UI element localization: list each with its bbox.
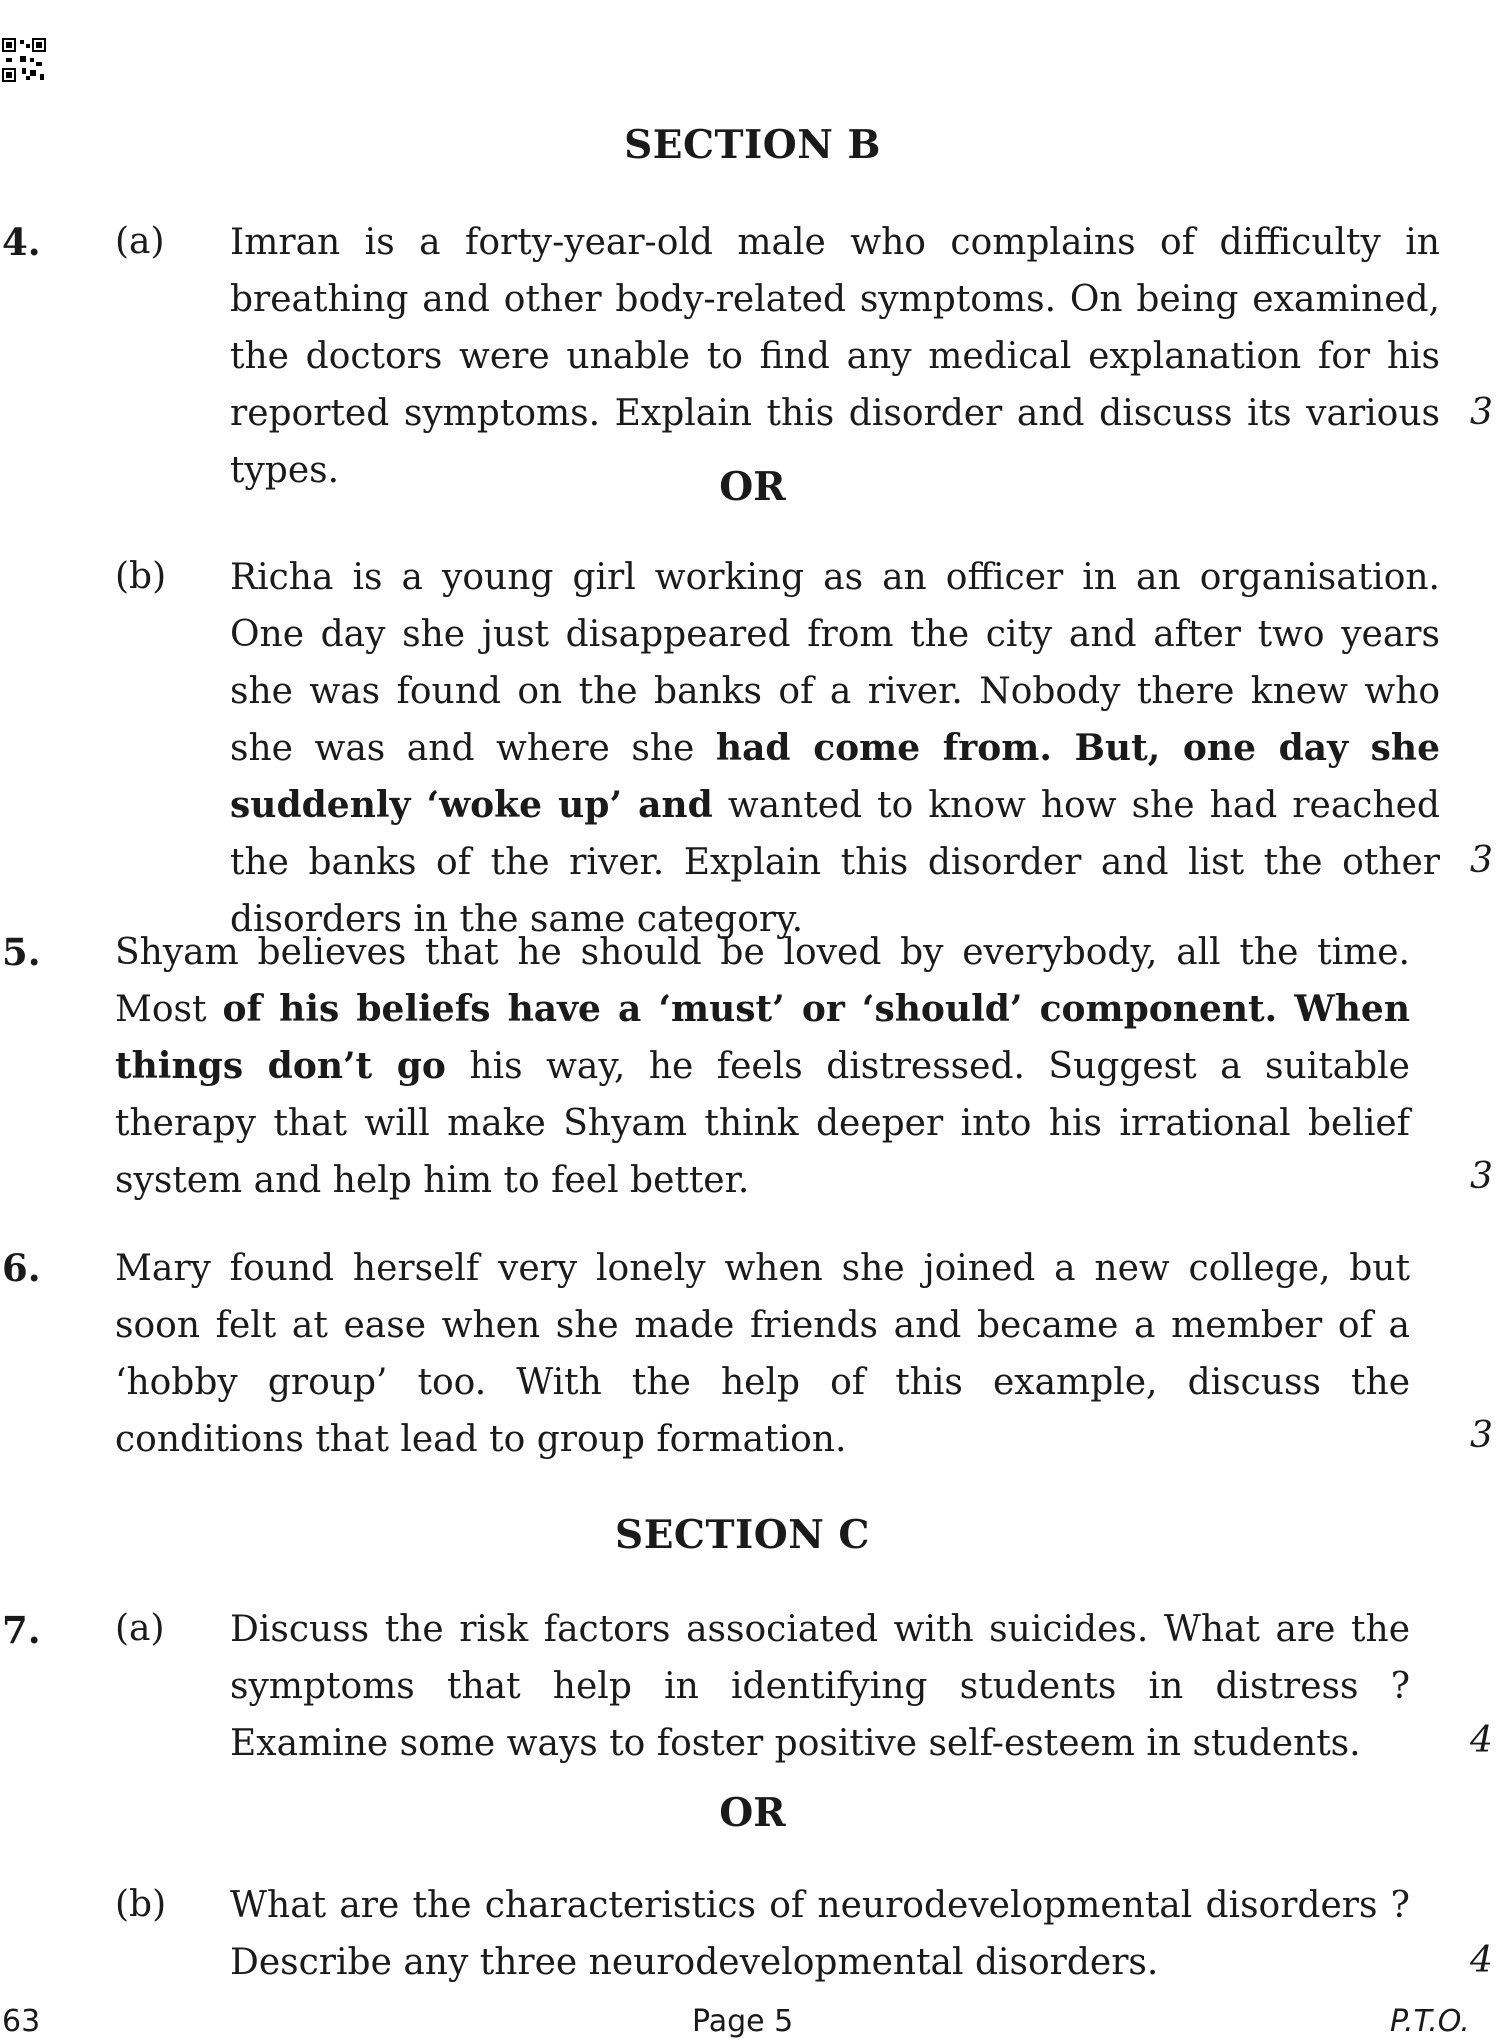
question-7b-label: (b): [115, 1884, 167, 1925]
question-6-text: Mary found herself very lonely when she joined a new college, but soon felt at ease when she made friends and became a member of a ‘hobby group’ too. With the help of this example, discuss the conditions that lead to group formation.: [115, 1248, 1410, 1460]
section-c-heading: SECTION C: [615, 1512, 870, 1558]
question-5-text: [115, 924, 1410, 1209]
question-4-number: 4.: [2, 220, 41, 264]
question-7-number: 7.: [2, 1608, 41, 1652]
section-b-heading: SECTION B: [624, 122, 881, 168]
question-4b-marks: 3: [1470, 840, 1493, 881]
question-6-marks: 3: [1470, 1415, 1493, 1456]
question-5-text-part1: Shyam believes that he should be loved by everybody, all the time. Most: [115, 932, 1410, 1030]
question-5-text-bold: of his beliefs have a ‘must’ or ‘should’ component. When things don’t go: [115, 988, 1411, 1087]
question-4a-marks: 3: [1470, 392, 1493, 433]
question-4b-text-part2: wanted to know how she had reached the banks of the river. Explain this disorder and list the other disorders in the same category.: [230, 785, 1440, 940]
question-5-number: 5.: [2, 930, 41, 974]
question-4b-text-part1: Richa is a young girl working as an officer in an organisation. One day she just disappeared from the city and after two years she was found on the banks of a river. Nobody there knew who she was and where she: [230, 557, 1440, 769]
question-4a-text: Imran is a forty-year-old male who complains of difficulty in breathing and other body-related symptoms. On being examined, the doctors were unable to find any medical explanation for his reported symptoms. Explain this disorder and discuss its various types.: [230, 222, 1440, 491]
question-5-text-part2: his way, he feels distressed. Suggest a suitable therapy that will make Shyam think deeper into his irrational belief system and help him to feel better.: [115, 1046, 1410, 1201]
question-7b-marks: 4: [1470, 1940, 1493, 1981]
question-6-number: 6.: [2, 1246, 41, 1290]
question-7a-text: Discuss the risk factors associated with suicides. What are the symptoms that help in identifying students in distress ? Examine some ways to foster positive self-esteem in students.: [230, 1609, 1410, 1764]
question-7a-marks: 4: [1470, 1720, 1493, 1761]
question-4a-label: (a): [115, 221, 165, 262]
or-divider-2: OR: [719, 1790, 786, 1836]
or-divider: OR: [719, 464, 786, 510]
question-7b-text: What are the characteristics of neurodevelopmental disorders ? Describe any three neurodevelopmental disorders.: [230, 1885, 1410, 1983]
question-5-marks: 3: [1470, 1156, 1493, 1197]
question-4b-text-bold: had come from. But, one day she suddenly ‘woke up’ and: [230, 727, 1440, 826]
page-number: Page 5: [692, 2004, 794, 2039]
question-7a-label: (a): [115, 1608, 165, 1649]
question-4b-label: (b): [115, 556, 167, 597]
qr-code-icon: [2, 38, 46, 82]
paper-code: 63: [2, 2004, 41, 2039]
question-4b-text: [230, 549, 1440, 948]
pto-label: P.T.O.: [1390, 2004, 1470, 2039]
